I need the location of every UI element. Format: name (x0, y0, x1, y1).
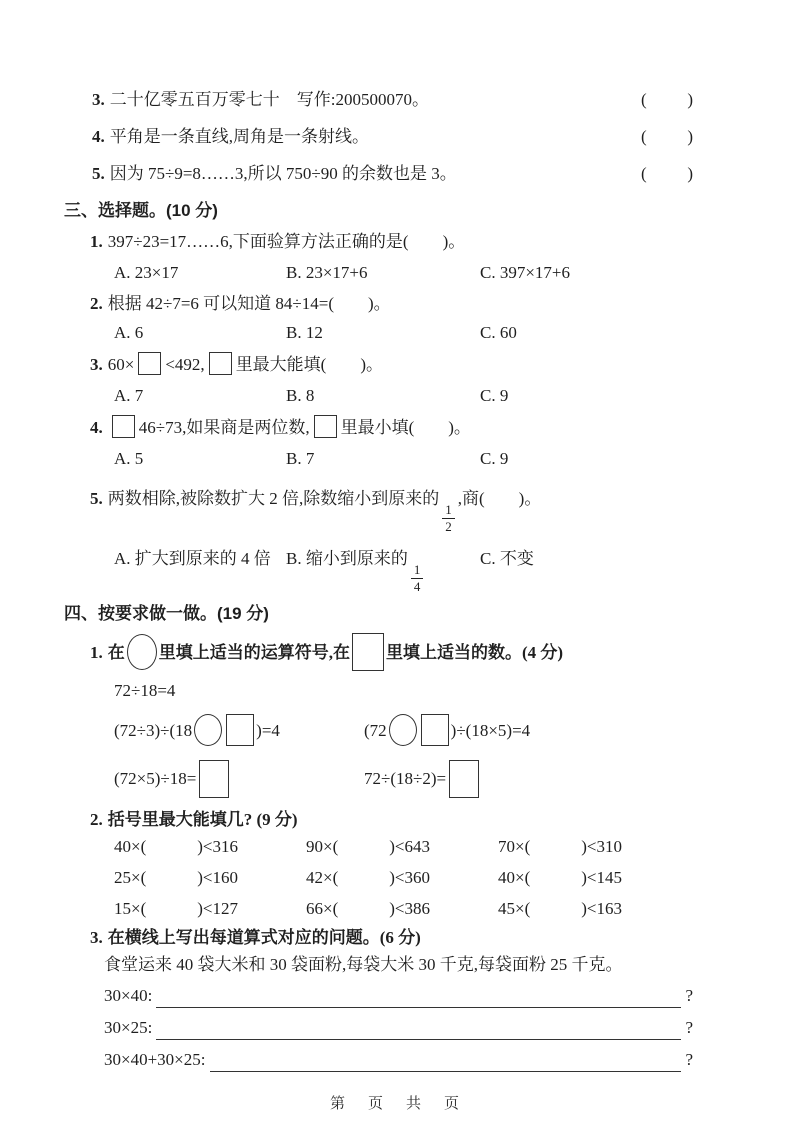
q5-stem (90, 478, 693, 535)
question-mark: ? (685, 1050, 693, 1070)
option-a: A. 扩大到原来的 4 倍 (114, 548, 271, 568)
s4q1-instruction (90, 631, 693, 675)
option-b: B. 8 (286, 386, 315, 405)
q5-options (114, 539, 693, 595)
equation-2: (72 )÷(18×5)=4 (364, 710, 693, 752)
page-footer: 第 页 共 页 (329, 1096, 463, 1112)
number-box (352, 633, 384, 671)
question-text-mid: 46÷73,如果商是两位数, (138, 418, 310, 437)
item-number: 3. (92, 90, 105, 109)
question-mark: ? (685, 1018, 693, 1038)
operator-circle (194, 714, 222, 746)
question-text: 397÷23=17……6,下面验算方法正确的是( )。 (107, 232, 466, 251)
option-b: B. 7 (286, 449, 315, 468)
q2-stem (90, 292, 693, 315)
q4-options (114, 447, 693, 470)
question-text-post: ,商( )。 (457, 489, 542, 508)
write-on-line (156, 1018, 681, 1040)
fill-item: 25×( )<160 (114, 868, 238, 888)
answer-box (449, 760, 479, 798)
blank-box (209, 352, 232, 375)
item-number: 4. (92, 127, 105, 146)
expression: 30×40+30×25: (104, 1050, 206, 1070)
fill-item: 40×( )<316 (114, 837, 238, 857)
answer-brackets (641, 125, 693, 148)
instruction-text: 括号里最大能填几? (9 分) (107, 810, 298, 830)
blank-box (112, 415, 135, 438)
number-box (421, 714, 449, 746)
fill-in-grid (114, 835, 693, 920)
question-number: 5. (90, 489, 103, 508)
question-text: 根据 42÷7=6 可以知道 84÷14=( )。 (107, 294, 391, 313)
blank-box (138, 352, 161, 375)
fill-item: 70×( )<310 (498, 837, 622, 857)
fill-item: 42×( )<360 (306, 868, 430, 888)
equation-3: (72×5)÷18= (114, 758, 364, 800)
equation-4: 72÷(18÷2)= (364, 758, 693, 800)
question-number: 1. (90, 232, 103, 251)
expression: 30×40: (104, 986, 153, 1006)
judge-item-4 (92, 125, 693, 148)
option-c: C. 60 (480, 323, 517, 342)
answer-line-3 (104, 1048, 693, 1072)
question-text-post: 里最大能填( )。 (235, 355, 384, 374)
option-c: C. 9 (480, 386, 509, 405)
answer-brackets (641, 162, 693, 185)
blank-box (314, 415, 337, 438)
question-text-mid: <492, (165, 355, 205, 374)
equation-1: (72÷3)÷(18 )=4 (114, 710, 364, 752)
operator-circle (389, 714, 417, 746)
question-number: 2. (90, 810, 103, 830)
item-statement: 因为 75÷9=8……3,所以 750÷90 的余数也是 3。 (109, 164, 457, 183)
word-problem-context: 食堂运来 40 袋大米和 30 袋面粉,每袋大米 30 千克,每袋面粉 25 千克。 (104, 955, 623, 975)
option-a: A. 7 (114, 386, 144, 405)
instruction-mid: 里填上适当的运算符号,在 (158, 643, 350, 663)
option-c: C. 9 (480, 449, 509, 468)
option-b: B. 12 (286, 323, 323, 342)
expression: 30×25: (104, 1018, 153, 1038)
answer-line-1 (104, 984, 693, 1008)
s4q2-instruction (90, 808, 693, 831)
fill-item: 45×( )<163 (498, 899, 622, 919)
judge-item-text (92, 88, 429, 111)
operator-circle (127, 634, 157, 670)
fill-item: 40×( )<145 (498, 868, 622, 888)
option-a: A. 6 (114, 323, 144, 342)
fraction-one-quarter: $\frac{1}{4}$ (411, 563, 424, 595)
equation-grid (114, 710, 693, 800)
q3-stem (90, 350, 693, 380)
instruction-text: 在横线上写出每道算式对应的问题。(6 分) (107, 928, 421, 948)
item-statement: 二十亿零五百万零七十 写作:200500070。 (109, 90, 429, 109)
answer-line-2 (104, 1016, 693, 1040)
write-on-line (210, 1050, 682, 1072)
item-statement: 平角是一条直线,周角是一条射线。 (109, 127, 369, 146)
bracket-close: ) (687, 164, 693, 183)
number-box (226, 714, 254, 746)
bracket-open: ( (641, 127, 647, 146)
s4q3-instruction (90, 926, 693, 949)
fill-item: 66×( )<386 (306, 899, 430, 919)
option-a: A. 5 (114, 449, 144, 468)
judge-item-3 (92, 88, 693, 111)
write-on-line (156, 986, 681, 1008)
q2-options (114, 321, 693, 344)
question-number: 1. (90, 643, 103, 663)
section-3-title: 三、选择题。(10 分) (64, 201, 218, 220)
question-text-post: 里最小填( )。 (340, 418, 471, 437)
fraction-one-half: $\frac{1}{2}$ (442, 503, 455, 535)
fill-item: 90×( )<643 (306, 837, 430, 857)
q4-stem (90, 413, 693, 443)
bracket-close: ) (687, 127, 693, 146)
option-b: B. 缩小到原来的 $\frac{1}{4}$ (286, 539, 480, 595)
given-equation: 72÷18=4 (114, 681, 176, 701)
bracket-close: ) (687, 90, 693, 109)
answer-box (199, 760, 229, 798)
question-text-pre: 60× (107, 355, 135, 374)
question-mark: ? (685, 986, 693, 1006)
option-b: B. 23×17+6 (286, 263, 368, 282)
question-number: 3. (90, 928, 103, 948)
question-number: 2. (90, 294, 103, 313)
q3-options (114, 384, 693, 407)
q1-stem (90, 230, 693, 253)
option-a: A. 23×17 (114, 263, 179, 282)
instruction-pre: 在 (107, 643, 125, 663)
option-c: C. 不变 (480, 548, 534, 568)
bracket-open: ( (641, 90, 647, 109)
question-text-pre: 两数相除,被除数扩大 2 倍,除数缩小到原来的 (107, 489, 440, 508)
answer-brackets (641, 88, 693, 111)
q1-options (114, 261, 693, 284)
judge-item-text (92, 162, 457, 185)
judge-item-5 (92, 162, 693, 185)
question-number: 3. (90, 355, 103, 374)
fill-item: 15×( )<127 (114, 899, 238, 919)
question-number: 4. (90, 418, 103, 437)
option-c: C. 397×17+6 (480, 263, 571, 282)
section-4-title: 四、按要求做一做。(19 分) (64, 604, 269, 624)
instruction-post: 里填上适当的数。(4 分) (386, 643, 564, 663)
bracket-open: ( (641, 164, 647, 183)
item-number: 5. (92, 164, 105, 183)
judge-item-text (92, 125, 369, 148)
